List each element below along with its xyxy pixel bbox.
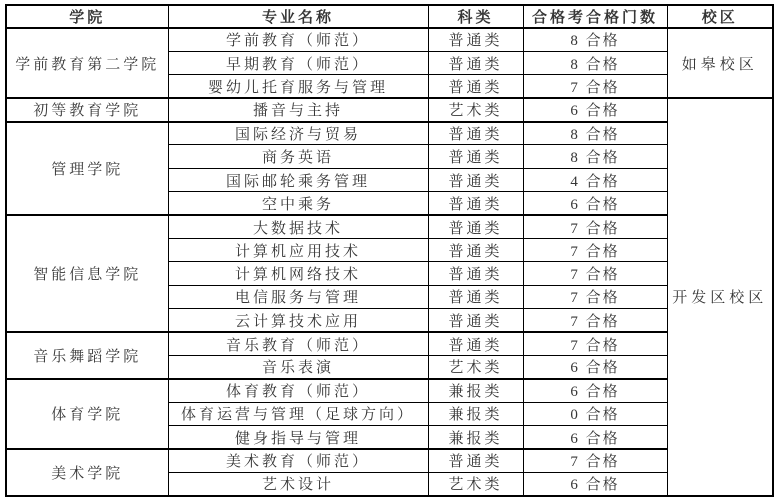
column-header: 专业名称 xyxy=(168,5,428,28)
category-cell: 艺术类 xyxy=(428,355,523,378)
table-row xyxy=(6,98,773,121)
major-cell: 美术教育（师范） xyxy=(168,449,428,472)
table-row xyxy=(6,215,773,238)
campus-cell: 如皋校区 xyxy=(667,28,773,98)
category-cell: 兼报类 xyxy=(428,402,523,425)
qualification-results-table xyxy=(5,4,774,497)
college-cell: 初等教育学院 xyxy=(6,98,168,121)
category-cell: 艺术类 xyxy=(428,98,523,121)
passed-cell: 6 合格 xyxy=(523,379,667,402)
passed-cell: 7 合格 xyxy=(523,239,667,262)
college-cell: 学前教育第二学院 xyxy=(6,28,168,98)
major-cell: 空中乘务 xyxy=(168,192,428,215)
major-cell: 大数据技术 xyxy=(168,215,428,238)
major-cell: 婴幼儿托育服务与管理 xyxy=(168,75,428,98)
major-cell: 音乐表演 xyxy=(168,355,428,378)
category-cell: 普通类 xyxy=(428,239,523,262)
passed-cell: 0 合格 xyxy=(523,402,667,425)
table-header-row xyxy=(6,5,773,28)
category-cell: 普通类 xyxy=(428,51,523,74)
category-cell: 普通类 xyxy=(428,309,523,332)
passed-cell: 6 合格 xyxy=(523,426,667,449)
major-cell: 商务英语 xyxy=(168,145,428,168)
column-header: 学院 xyxy=(6,5,168,28)
major-cell: 体育运营与管理（足球方向） xyxy=(168,402,428,425)
category-cell: 普通类 xyxy=(428,449,523,472)
table-body xyxy=(6,28,773,496)
category-cell: 艺术类 xyxy=(428,472,523,495)
category-cell: 普通类 xyxy=(428,122,523,145)
category-cell: 普通类 xyxy=(428,262,523,285)
category-cell: 普通类 xyxy=(428,285,523,308)
passed-cell: 7 合格 xyxy=(523,309,667,332)
major-cell: 健身指导与管理 xyxy=(168,426,428,449)
college-cell: 美术学院 xyxy=(6,449,168,496)
passed-cell: 7 合格 xyxy=(523,215,667,238)
column-header: 校区 xyxy=(667,5,773,28)
column-header: 科类 xyxy=(428,5,523,28)
category-cell: 普通类 xyxy=(428,332,523,355)
passed-cell: 8 合格 xyxy=(523,145,667,168)
passed-cell: 6 合格 xyxy=(523,355,667,378)
major-cell: 体育教育（师范） xyxy=(168,379,428,402)
passed-cell: 6 合格 xyxy=(523,472,667,495)
table-row xyxy=(6,28,773,51)
college-cell: 音乐舞蹈学院 xyxy=(6,332,168,379)
passed-cell: 7 合格 xyxy=(523,332,667,355)
passed-cell: 6 合格 xyxy=(523,98,667,121)
major-cell: 计算机应用技术 xyxy=(168,239,428,262)
passed-cell: 8 合格 xyxy=(523,122,667,145)
passed-cell: 7 合格 xyxy=(523,75,667,98)
passed-cell: 6 合格 xyxy=(523,192,667,215)
college-cell: 管理学院 xyxy=(6,122,168,216)
major-cell: 电信服务与管理 xyxy=(168,285,428,308)
major-cell: 音乐教育（师范） xyxy=(168,332,428,355)
passed-cell: 4 合格 xyxy=(523,168,667,191)
table-row xyxy=(6,332,773,355)
table-row xyxy=(6,449,773,472)
major-cell: 早期教育（师范） xyxy=(168,51,428,74)
table-row xyxy=(6,122,773,145)
major-cell: 学前教育（师范） xyxy=(168,28,428,51)
category-cell: 兼报类 xyxy=(428,379,523,402)
passed-cell: 7 合格 xyxy=(523,449,667,472)
major-cell: 播音与主持 xyxy=(168,98,428,121)
major-cell: 计算机网络技术 xyxy=(168,262,428,285)
category-cell: 普通类 xyxy=(428,75,523,98)
major-cell: 国际邮轮乘务管理 xyxy=(168,168,428,191)
table-row xyxy=(6,379,773,402)
passed-cell: 7 合格 xyxy=(523,285,667,308)
category-cell: 兼报类 xyxy=(428,426,523,449)
category-cell: 普通类 xyxy=(428,145,523,168)
major-cell: 艺术设计 xyxy=(168,472,428,495)
category-cell: 普通类 xyxy=(428,168,523,191)
major-cell: 云计算技术应用 xyxy=(168,309,428,332)
major-cell: 国际经济与贸易 xyxy=(168,122,428,145)
college-cell: 体育学院 xyxy=(6,379,168,449)
qualification-results-table-wrap xyxy=(5,4,774,497)
college-cell: 智能信息学院 xyxy=(6,215,168,332)
campus-cell: 开发区校区 xyxy=(667,98,773,496)
passed-cell: 7 合格 xyxy=(523,262,667,285)
category-cell: 普通类 xyxy=(428,192,523,215)
category-cell: 普通类 xyxy=(428,28,523,51)
category-cell: 普通类 xyxy=(428,215,523,238)
passed-cell: 8 合格 xyxy=(523,51,667,74)
column-header: 合格考合格门数 xyxy=(523,5,667,28)
passed-cell: 8 合格 xyxy=(523,28,667,51)
